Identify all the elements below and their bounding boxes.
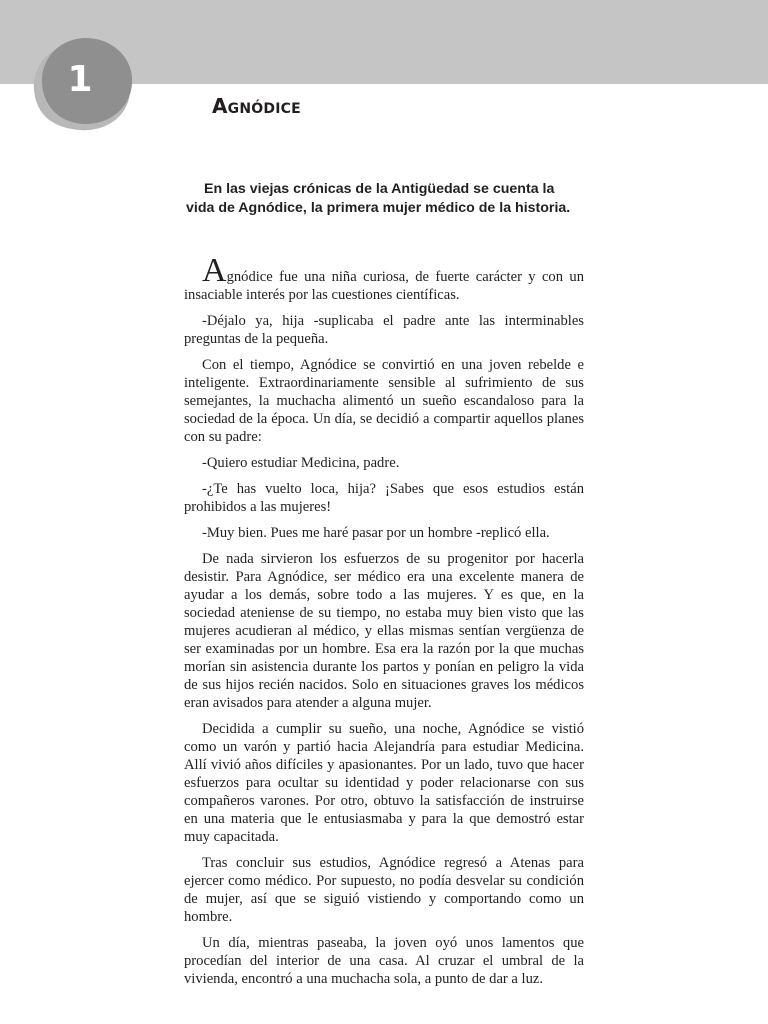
paragraph-9: Tras concluir sus estudios, Agnódice regresó a Atenas para ejercer como médico. Por supuesto, no podía desvelar su condición de mujer, así que se siguió vistiendo y comportando como un hombre. — [184, 855, 584, 925]
paragraph-6: -Muy bien. Pues me haré pasar por un hombre -replicó ella. — [202, 525, 550, 541]
paragraph-2: -Déjalo ya, hija -suplicaba el padre ante las interminables preguntas de la pequeña. — [184, 313, 584, 347]
chapter-title: Agnódice — [212, 94, 301, 118]
drop-cap: A — [202, 252, 227, 289]
paragraph-1-text: gnódice fue una niña curiosa, de fuerte carácter y con un insaciable interés por las cuestiones científicas. — [184, 269, 584, 303]
paragraph-1 — [184, 252, 584, 304]
paragraph-4: -Quiero estudiar Medicina, padre. — [202, 455, 400, 471]
paragraph-5: -¿Te has vuelto loca, hija? ¡Sabes que esos estudios están prohibidos a las mujeres! — [184, 481, 584, 515]
paragraph-3: Con el tiempo, Agnódice se convirtió en una joven rebelde e inteligente. Extraordinariamente sensible al sufrimiento de sus semejantes, la muchacha alimentó un sueño escandaloso para la sociedad de la época. Un día, se decidió a compartir aquellos planes con su padre: — [184, 357, 584, 445]
story-text — [184, 252, 584, 996]
paragraph-8: Decidida a cumplir su sueño, una noche, Agnódice se vistió como un varón y partió hacia Alejandría para estudiar Medicina. Allí vivió años difíciles y apasionantes. Por un lado, tuvo que hacer esfuerzos para ocultar su identidad y poder relacionarse con sus compañeros varones. Por otro, obtuvo la satisfacción de instruirse en una materia que le entusiasmaba y para la que demostró estar muy capacitada. — [184, 721, 584, 845]
chapter-badge — [28, 32, 140, 132]
chapter-number: 1 — [67, 59, 93, 100]
paragraph-7: De nada sirvieron los esfuerzos de su progenitor por hacerla desistir. Para Agnódice, ser médico era una excelente manera de ayudar a los demás, sobre todo a las mujeres. Y es que, en la sociedad ateniense de su tiempo, no estaba muy bien visto que las mujeres acudieran al médico, y ellas mismas sentían vergüenza de ser examinadas por un hombre. Esa era la razón por la que muchas morían sin asistencia durante los partos y ponían en peligro la vida de sus hijos recién nacidos. Solo en situaciones graves los médicos eran avisados para atender a alguna mujer. — [184, 551, 584, 711]
intro-paragraph: En las viejas crónicas de la Antigüedad se cuenta la vida de Agnódice, la primera mujer médico de la historia. — [186, 181, 571, 216]
paragraph-10: Un día, mientras paseaba, la joven oyó unos lamentos que procedían del interior de una casa. Al cruzar el umbral de la vivienda, encontró a una muchacha sola, a punto de dar a luz. — [184, 935, 584, 987]
